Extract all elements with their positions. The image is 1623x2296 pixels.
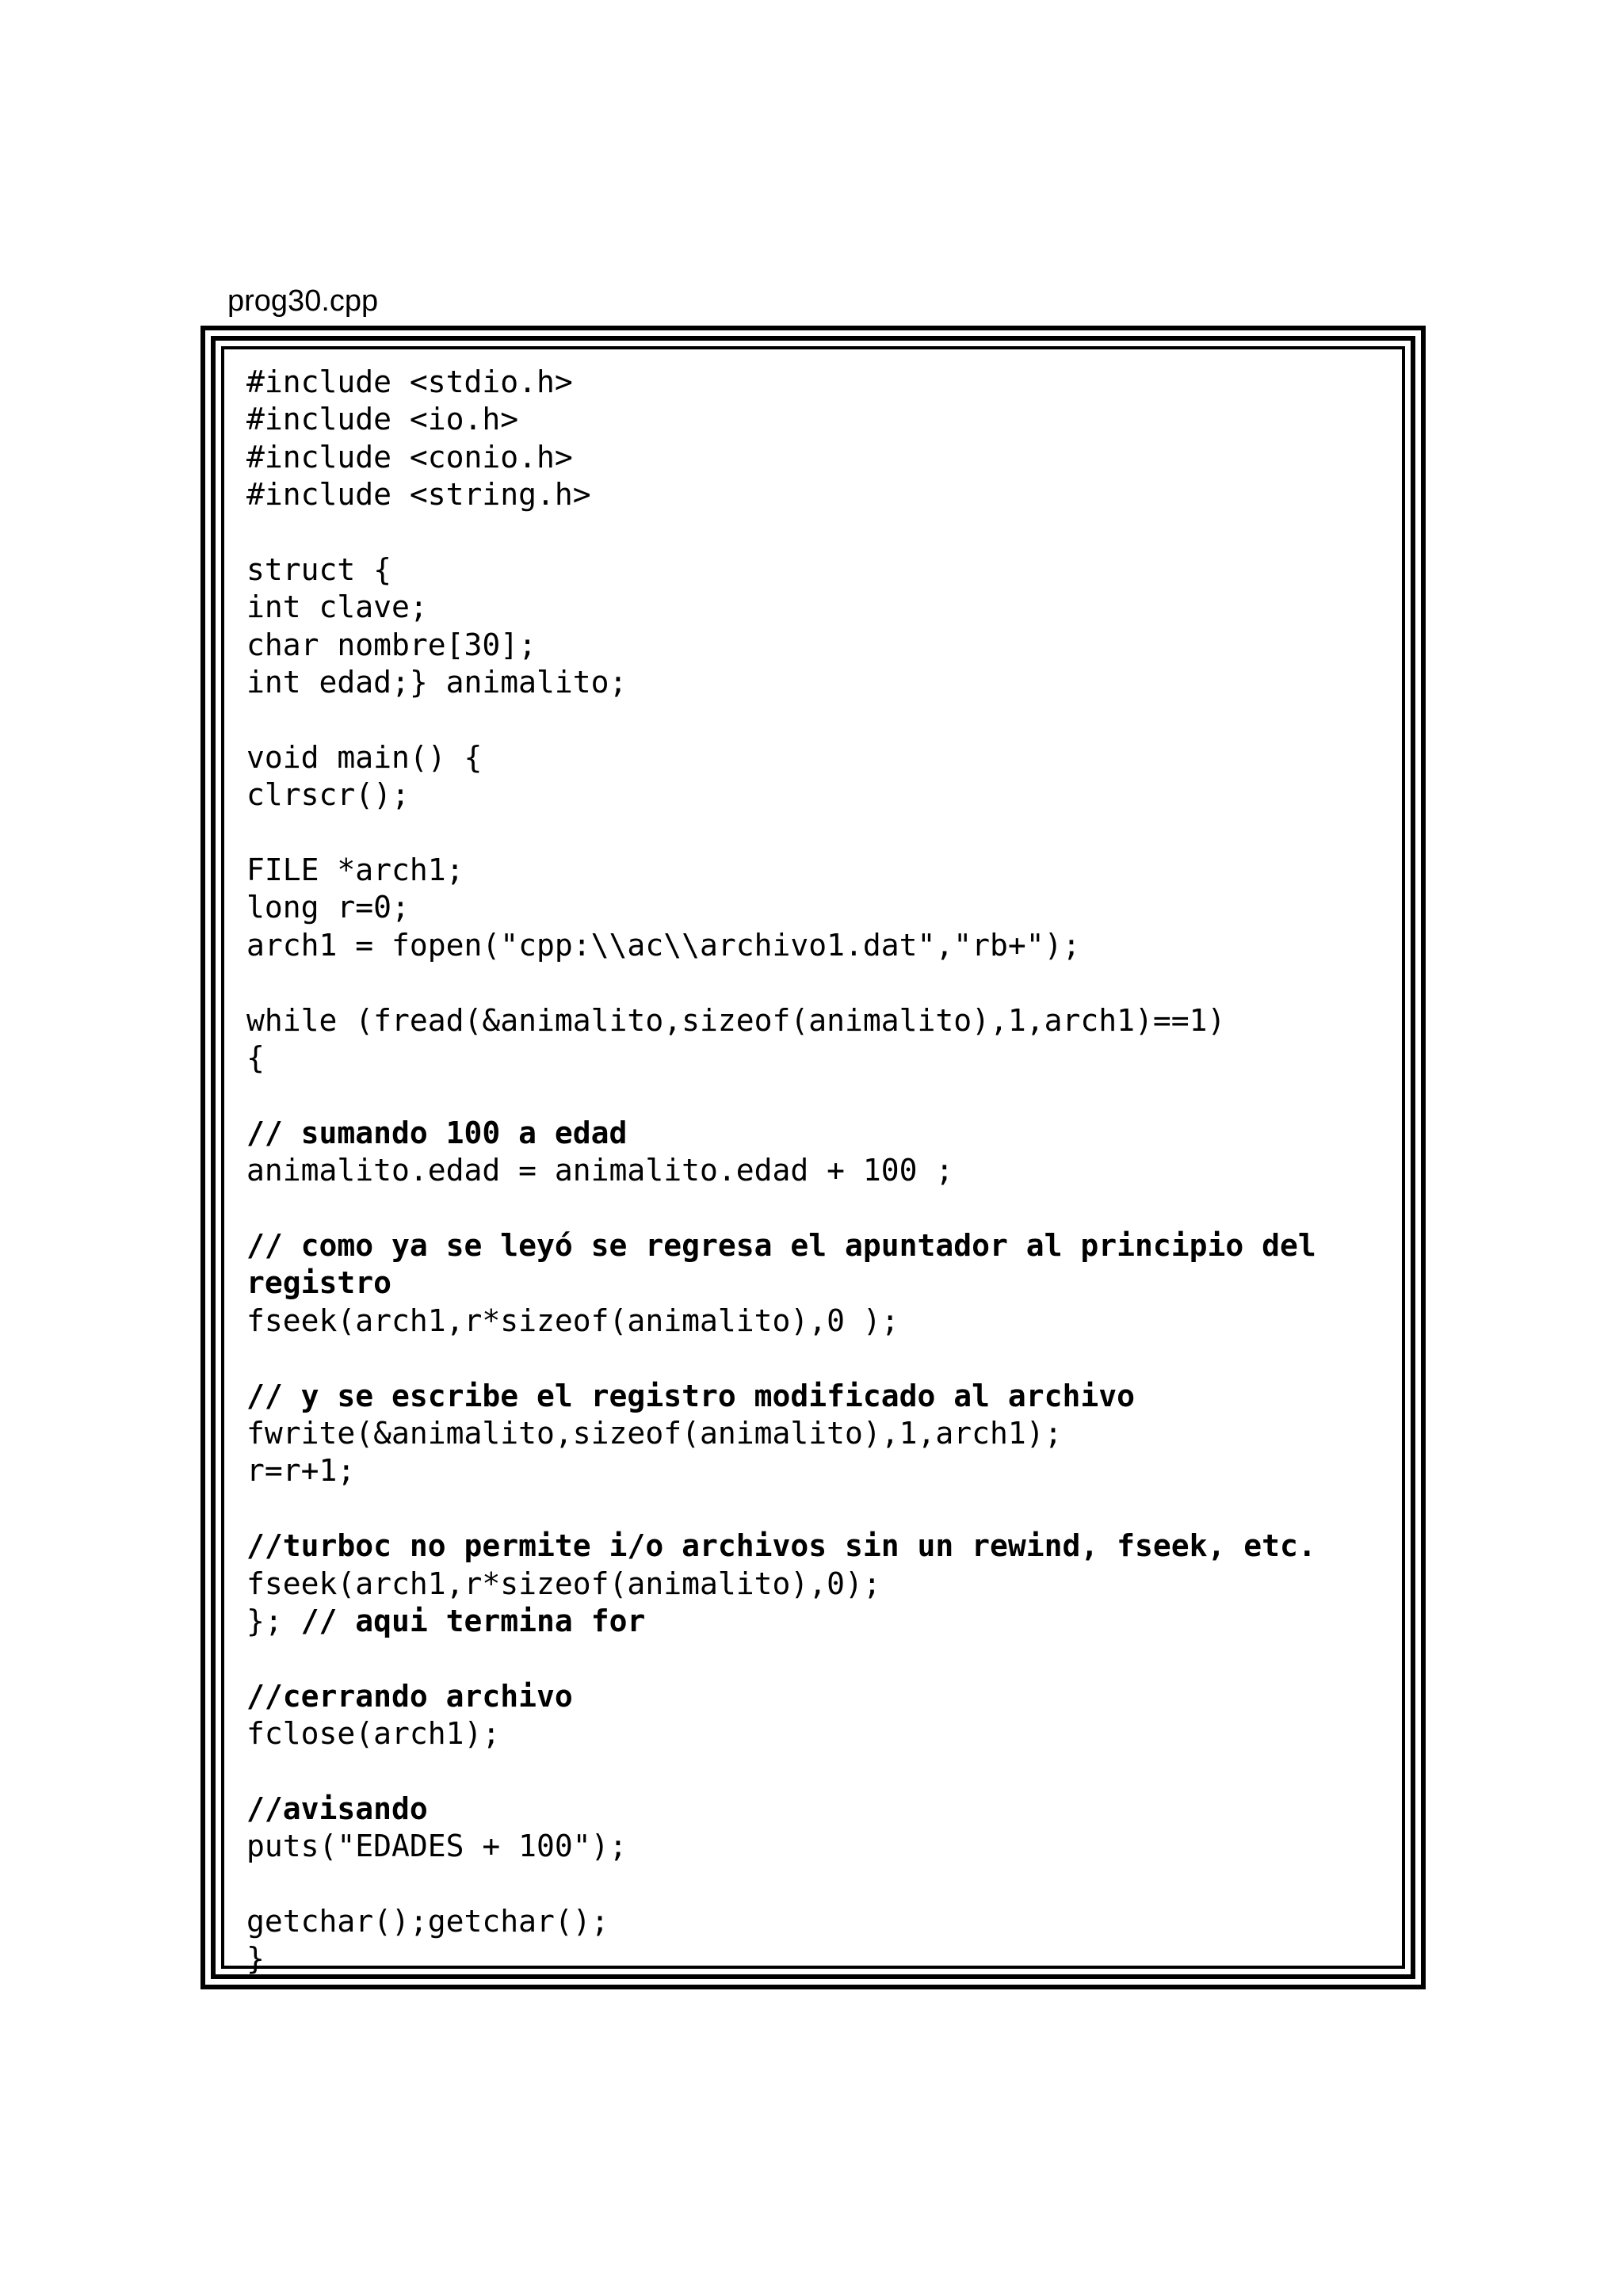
- code-line: [246, 1828, 1316, 1865]
- code-frame: [200, 326, 1426, 1989]
- code-line: [246, 401, 1316, 438]
- code-line: [246, 1903, 1316, 1940]
- code-line: [246, 1940, 1316, 1978]
- code-line: [246, 852, 1316, 889]
- code-comment: //avisando: [246, 1791, 428, 1826]
- code-line: [246, 1753, 1316, 1790]
- code-text: getchar();getchar();: [246, 1904, 609, 1939]
- code-line: [246, 551, 1316, 589]
- code-comment: //turboc no permite i/o archivos sin un rewind, fseek, etc.: [246, 1528, 1316, 1564]
- code-text: arch1 = fopen("cpp:\\ac\\archivo1.dat","rb+");: [246, 927, 1081, 963]
- code-line: [246, 627, 1316, 664]
- code-text: fclose(arch1);: [246, 1716, 501, 1752]
- code-line: [246, 664, 1316, 701]
- code-line: [246, 1227, 1316, 1264]
- code-line: [246, 589, 1316, 626]
- code-block: [246, 364, 1316, 1978]
- code-text: long r=0;: [246, 890, 410, 925]
- code-line: [246, 1715, 1316, 1753]
- code-line: [246, 1527, 1316, 1565]
- code-line: [246, 1566, 1316, 1603]
- code-comment: //cerrando archivo: [246, 1678, 573, 1714]
- code-comment: // sumando 100 a edad: [246, 1115, 628, 1150]
- code-text: int edad;} animalito;: [246, 665, 628, 700]
- code-text: char nombre[30];: [246, 627, 537, 662]
- code-text: FILE *arch1;: [246, 852, 464, 888]
- code-line: [246, 439, 1316, 476]
- code-line: [246, 1378, 1316, 1415]
- code-text: fwrite(&animalito,sizeof(animalito),1,arch1);: [246, 1415, 1063, 1451]
- code-line: [246, 739, 1316, 776]
- code-text: fseek(arch1,r*sizeof(animalito),0 );: [246, 1302, 899, 1338]
- code-frame-middle-border: [211, 336, 1415, 1979]
- code-line: [246, 1115, 1316, 1152]
- code-text: #include <conio.h>: [246, 439, 573, 475]
- code-text: puts("EDADES + 100");: [246, 1829, 628, 1864]
- code-line: [246, 1152, 1316, 1189]
- code-text: #include <stdio.h>: [246, 364, 573, 399]
- code-text: struct {: [246, 551, 392, 587]
- code-text: }: [246, 1941, 265, 1977]
- code-comment: // y se escribe el registro modificado al archivo: [246, 1378, 1136, 1413]
- code-line: [246, 1039, 1316, 1077]
- code-line: [246, 1415, 1316, 1452]
- code-text: animalito.edad = animalito.edad + 100 ;: [246, 1153, 954, 1188]
- code-line: [246, 476, 1316, 513]
- code-line: [246, 1264, 1316, 1302]
- code-line: [246, 1077, 1316, 1114]
- code-line: [246, 702, 1316, 739]
- code-text: #include <io.h>: [246, 402, 519, 437]
- file-name-label: prog30.cpp: [227, 284, 379, 318]
- code-line: [246, 1640, 1316, 1677]
- code-text: void main() {: [246, 739, 483, 775]
- code-line: [246, 514, 1316, 551]
- code-line: [246, 1340, 1316, 1377]
- code-text: r=r+1;: [246, 1453, 356, 1489]
- code-comment: // aqui termina for: [300, 1603, 646, 1638]
- code-text: };: [246, 1603, 301, 1638]
- code-comment: registro: [246, 1265, 392, 1301]
- code-line: [246, 1603, 1316, 1640]
- code-comment: // como ya se leyó se regresa el apuntador al principio del: [246, 1227, 1316, 1263]
- code-text: #include <string.h>: [246, 477, 591, 513]
- code-text: clrscr();: [246, 777, 410, 813]
- code-line: [246, 1791, 1316, 1828]
- code-text: int clave;: [246, 589, 428, 625]
- code-line: [246, 1190, 1316, 1227]
- code-line: [246, 964, 1316, 1001]
- code-line: [246, 889, 1316, 926]
- code-line: [246, 1452, 1316, 1489]
- code-text: while (fread(&animalito,sizeof(animalito),1,arch1)==1): [246, 1002, 1226, 1038]
- code-line: [246, 1302, 1316, 1340]
- code-line: [246, 1866, 1316, 1903]
- code-line: [246, 364, 1316, 401]
- code-line: [246, 776, 1316, 814]
- code-line: [246, 1002, 1316, 1039]
- code-text: fseek(arch1,r*sizeof(animalito),0);: [246, 1566, 881, 1601]
- code-line: [246, 814, 1316, 852]
- code-text: {: [246, 1040, 265, 1076]
- code-line: [246, 1678, 1316, 1715]
- code-frame-inner-border: [221, 346, 1405, 1977]
- code-line: [246, 927, 1316, 964]
- code-line: [246, 1490, 1316, 1527]
